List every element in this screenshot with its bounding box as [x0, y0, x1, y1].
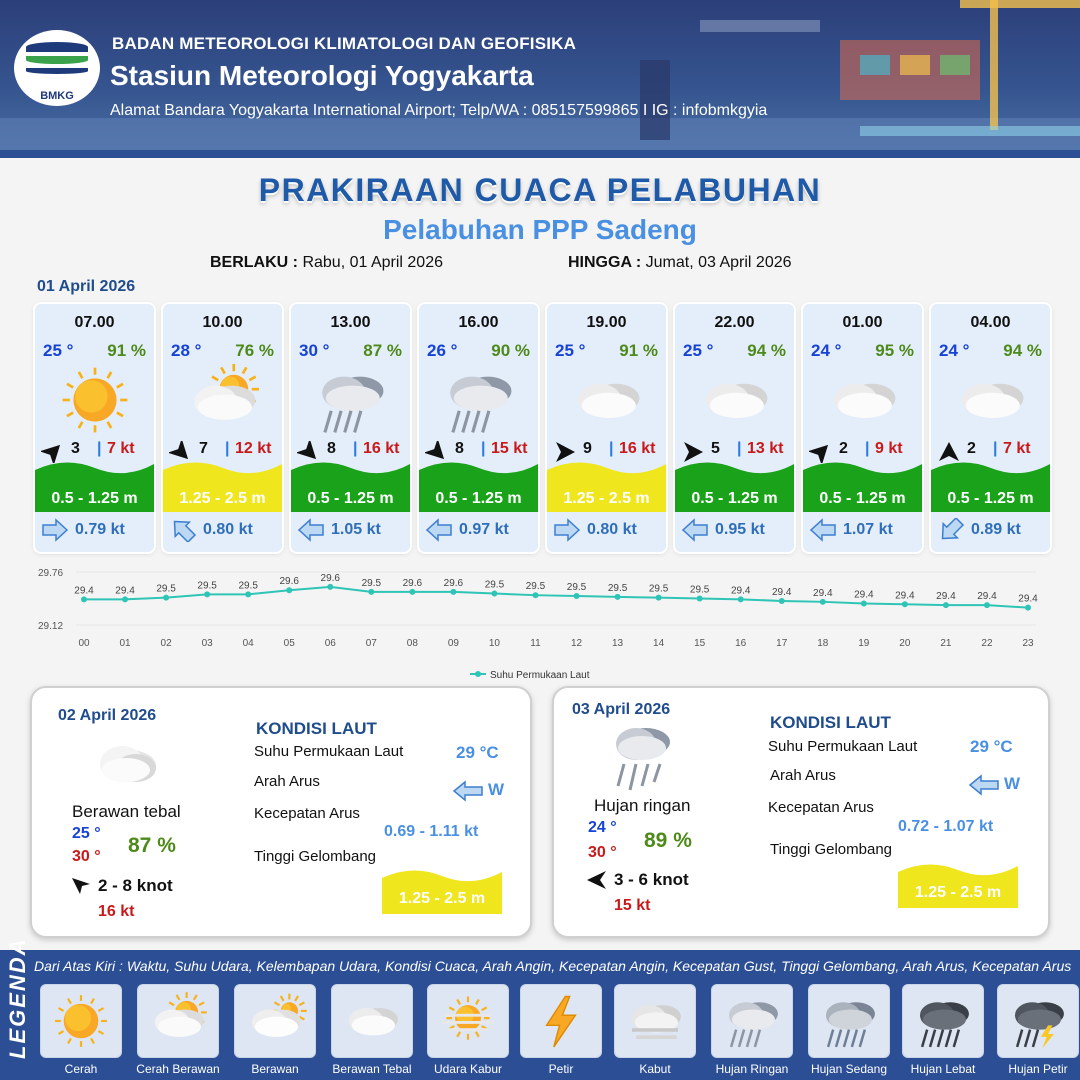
sst-value-label: 29.4: [772, 586, 792, 598]
forecast-wind: [41, 440, 148, 462]
forecast-wave-height: 1.25 - 2.5 m: [563, 490, 650, 507]
forecast-wind-speed: 9: [583, 440, 592, 457]
haze-icon: [427, 984, 509, 1058]
thick-cloudy-icon: [803, 364, 922, 436]
forecast-gust: 9 kt: [875, 440, 903, 457]
x-tick-label: 06: [324, 638, 336, 649]
day1-date: 01 April 2026: [37, 278, 136, 295]
sst-value-label: 29.4: [936, 591, 956, 603]
current-direction-icon: [452, 780, 484, 802]
legend-label: Hujan Ringan: [715, 1062, 789, 1076]
x-tick-label: 19: [858, 638, 870, 649]
separator: |: [865, 440, 870, 457]
sst-point: [81, 596, 87, 602]
current-direction-icon: [681, 518, 709, 542]
valid-from-label: BERLAKU :: [210, 254, 298, 271]
forecast-gust: 15 kt: [491, 440, 528, 457]
forecast-temp: 28 °: [171, 341, 202, 360]
sst-point: [245, 591, 251, 597]
day2-wave-badge: [382, 866, 502, 914]
current-direction-icon: [297, 518, 325, 542]
forecast-wind-speed: 2: [967, 440, 976, 457]
moderate-rain-icon: [808, 984, 890, 1058]
forecast-gust: 16 kt: [619, 440, 656, 457]
forecast-time: 10.00: [202, 314, 243, 331]
sst-value-label: 29.6: [279, 576, 299, 588]
sst-point: [204, 591, 210, 597]
sst-chart: [30, 562, 1050, 686]
forecast-current: [931, 514, 1050, 548]
x-tick-label: 22: [981, 638, 993, 649]
sst-point: [738, 596, 744, 602]
sst-value-label: 29.6: [443, 577, 464, 589]
wind-direction-icon: [70, 876, 92, 896]
sst-point: [532, 592, 538, 598]
x-tick-label: 00: [78, 638, 90, 649]
separator: |: [737, 440, 742, 457]
sst-value-label: 29.5: [156, 583, 176, 595]
day2-wave-label: Tinggi Gelombang: [254, 848, 377, 865]
forecast-wind-speed: 2: [839, 440, 848, 457]
forecast-wave: [163, 460, 282, 512]
day3-current-speed: 0.72 - 1.07 kt: [898, 818, 994, 835]
forecast-time: 19.00: [586, 314, 627, 331]
forecast-current: [547, 514, 666, 548]
forecast-current-speed: 0.79 kt: [75, 521, 125, 538]
current-direction-icon: [809, 518, 837, 542]
x-tick-label: 21: [940, 638, 952, 649]
x-tick-label: 02: [160, 638, 172, 649]
sst-value-label: 29.5: [648, 583, 669, 595]
legend-label: Hujan Sedang: [810, 1062, 888, 1076]
day3-wave-label: Tinggi Gelombang: [770, 841, 893, 858]
x-tick-label: 12: [570, 638, 583, 649]
forecast-humidity: 91 %: [619, 341, 658, 360]
forecast-humidity: 94 %: [1003, 341, 1042, 360]
fog-icon: [614, 984, 696, 1058]
forecast-gust: 12 kt: [235, 440, 272, 457]
legend-label: Berawan: [251, 1062, 299, 1076]
forecast-wave: [675, 460, 794, 512]
legend-label: Petir: [548, 1062, 574, 1076]
forecast-card: [547, 304, 666, 552]
x-tick-label: 04: [242, 638, 254, 649]
thick-cloudy-icon: [931, 364, 1050, 436]
forecast-wave: [547, 460, 666, 512]
day2-temp-max: 30 °: [72, 848, 101, 865]
x-tick-label: 01: [119, 638, 131, 649]
forecast-wind: [425, 440, 532, 462]
sst-point: [327, 584, 333, 590]
sst-value-label: 29.4: [813, 587, 833, 599]
sst-value-label: 29.4: [74, 585, 94, 597]
x-tick-label: 08: [406, 638, 418, 649]
valid-from-value: Rabu, 01 April 2026: [302, 254, 443, 271]
day3-wave-badge: [898, 860, 1018, 908]
sst-point: [409, 589, 415, 595]
sst-value-label: 29.4: [854, 589, 874, 601]
sst-value-label: 29.5: [197, 580, 217, 592]
day2-wave: 1.25 - 2.5 m: [398, 890, 486, 907]
forecast-current-speed: 0.97 kt: [459, 521, 509, 538]
forecast-wind: [297, 440, 404, 462]
legend-label: Cerah: [64, 1062, 98, 1076]
day2-current-speed: 0.69 - 1.11 kt: [384, 823, 479, 840]
forecast-time: 01.00: [842, 314, 883, 331]
sst-point: [656, 595, 662, 601]
forecast-humidity: 87 %: [363, 341, 402, 360]
agency-name: BADAN METEOROLOGI KLIMATOLOGI DAN GEOFISIKA: [112, 34, 577, 53]
day3-summary: [552, 686, 1050, 938]
sunny-icon: [35, 364, 154, 436]
sst-point: [450, 589, 456, 595]
forecast-wave: [931, 460, 1050, 512]
day3-humidity: 89 %: [644, 829, 692, 852]
legend-label: Berawan Tebal: [332, 1062, 412, 1076]
separator: |: [609, 440, 614, 457]
forecast-temp: 30 °: [299, 341, 330, 360]
sst-value-label: 29.4: [1018, 593, 1038, 605]
sst-value-label: 29.5: [566, 582, 587, 594]
partly-cloudy-icon: [137, 984, 219, 1058]
forecast-wind-speed: 8: [327, 440, 336, 457]
x-tick-label: 16: [735, 638, 747, 649]
heavy-rain-icon: [902, 984, 984, 1058]
sst-value-label: 29.4: [895, 590, 915, 602]
day2-date: 02 April 2026: [58, 707, 157, 724]
forecast-current: [803, 514, 922, 548]
day3-wind: 3 - 6 knot: [614, 870, 689, 889]
x-tick-label: 11: [530, 638, 541, 649]
day3-current-dir: W: [1004, 774, 1021, 793]
page-title: PRAKIRAAN CUACA PELABUHAN: [258, 172, 822, 208]
forecast-current: [291, 514, 410, 548]
legend-label: Hujan Lebat: [910, 1062, 976, 1076]
forecast-card: [35, 304, 154, 552]
station-name: Stasiun Meteorologi Yogyakarta: [110, 60, 534, 91]
sst-point: [368, 589, 374, 595]
day2-temp-min: 25 °: [72, 825, 101, 842]
thick-cloudy-icon: [92, 740, 162, 786]
forecast-time: 04.00: [970, 314, 1011, 331]
day2-current-speed-label: Kecepatan Arus: [254, 805, 360, 822]
forecast-wind: [809, 440, 916, 462]
chart-legend-label: Suhu Permukaan Laut: [490, 670, 590, 681]
forecast-card: [163, 304, 282, 552]
light-rain-icon: [419, 364, 538, 436]
day3-temp-max: 30 °: [588, 844, 617, 861]
current-direction-icon: [425, 518, 453, 542]
thick-cloudy-icon: [675, 364, 794, 436]
forecast-current: [35, 514, 154, 548]
sst-value-label: 29.5: [525, 581, 546, 593]
forecast-wind-speed: 5: [711, 440, 720, 457]
current-direction-icon: [937, 518, 965, 542]
current-direction-icon: [553, 518, 581, 542]
sst-point: [163, 595, 169, 601]
separator: |: [97, 440, 102, 457]
legend-description: Dari Atas Kiri : Waktu, Suhu Udara, Kelembapan Udara, Kondisi Cuaca, Arah Angin, Kecepatan Angin, Kecepatan Gust, Tinggi Gelombang, Arah Arus, Kecepatan Arus: [34, 958, 1072, 974]
thick-cloudy-icon: [331, 984, 413, 1058]
forecast-temp: 24 °: [939, 341, 970, 360]
day2-sst-label: Suhu Permukaan Laut: [254, 743, 404, 760]
legend-label: Kabut: [639, 1062, 671, 1076]
light-rain-icon: [606, 724, 676, 796]
sst-point: [943, 602, 949, 608]
forecast-time: 13.00: [330, 314, 371, 331]
separator: |: [353, 440, 358, 457]
bmkg-logo: [14, 30, 100, 106]
forecast-card: [419, 304, 538, 552]
forecast-wave-height: 0.5 - 1.25 m: [819, 490, 906, 507]
wind-direction-icon: [586, 870, 608, 890]
forecast-time: 22.00: [714, 314, 755, 331]
logo-text: BMKG: [40, 90, 74, 102]
forecast-wave: [419, 460, 538, 512]
x-tick-label: 07: [365, 638, 377, 649]
lightning-icon: [520, 984, 602, 1058]
x-tick-label: 13: [612, 638, 624, 649]
forecast-wave-height: 0.5 - 1.25 m: [691, 490, 778, 507]
y-tick-label: 29.12: [38, 621, 64, 632]
valid-from: [210, 254, 443, 272]
day2-sst: 29 °C: [456, 743, 499, 762]
thunderstorm-icon: [997, 984, 1079, 1058]
x-tick-label: 20: [899, 638, 911, 649]
legend-marker: [475, 671, 481, 677]
forecast-temp: 24 °: [811, 341, 842, 360]
forecast-current-speed: 1.07 kt: [843, 521, 893, 538]
forecast-temp: 25 °: [555, 341, 586, 360]
sst-point: [1025, 605, 1031, 611]
day3-sea-title: KONDISI LAUT: [770, 713, 891, 732]
forecast-current: [675, 514, 794, 548]
valid-to: [568, 254, 792, 272]
sst-value-label: 29.4: [115, 585, 135, 597]
header-banner: [0, 0, 1080, 158]
separator: |: [225, 440, 230, 457]
sst-point: [615, 594, 621, 600]
forecast-wave: [35, 460, 154, 512]
forecast-wind-speed: 7: [199, 440, 208, 457]
forecast-current-speed: 1.05 kt: [331, 521, 381, 538]
legend-title: LEGENDA: [5, 937, 30, 1059]
x-tick-label: 17: [776, 638, 788, 649]
sst-point: [902, 601, 908, 607]
current-direction-icon: [968, 774, 1000, 796]
current-direction-icon: [169, 518, 197, 542]
forecast-humidity: 90 %: [491, 341, 530, 360]
forecast-current-speed: 0.80 kt: [587, 521, 637, 538]
day3-condition: Hujan ringan: [594, 796, 691, 815]
forecast-wind: [937, 440, 1044, 462]
sst-point: [122, 596, 128, 602]
forecast-time: 07.00: [74, 314, 115, 331]
day2-current-dir-label: Arah Arus: [254, 773, 320, 790]
cloudy-icon: [234, 984, 316, 1058]
sst-point: [574, 593, 580, 599]
forecast-current: [163, 514, 282, 548]
day3-gust: 15 kt: [614, 897, 651, 914]
legend-label: Udara Kabur: [433, 1062, 503, 1076]
partly-cloudy-icon: [163, 364, 282, 436]
day3-sst: 29 °C: [970, 737, 1013, 756]
forecast-wave-height: 0.5 - 1.25 m: [51, 490, 138, 507]
y-tick-label: 29.76: [38, 568, 64, 579]
sst-value-label: 29.5: [361, 577, 382, 589]
sst-value-label: 29.5: [689, 584, 710, 596]
sst-point: [820, 599, 826, 605]
forecast-gust: 13 kt: [747, 440, 784, 457]
sst-value-label: 29.4: [730, 585, 751, 597]
sst-point: [984, 602, 990, 608]
forecast-wave: [803, 460, 922, 512]
forecast-gust: 7 kt: [1003, 440, 1031, 457]
forecast-humidity: 76 %: [235, 341, 274, 360]
valid-to-value: Jumat, 03 April 2026: [645, 254, 792, 271]
separator: |: [993, 440, 998, 457]
x-tick-label: 23: [1022, 638, 1034, 649]
legend-label: Cerah Berawan: [136, 1062, 220, 1076]
forecast-wind-speed: 8: [455, 440, 464, 457]
x-tick-label: 10: [488, 638, 500, 649]
day3-date: 03 April 2026: [572, 701, 671, 718]
light-rain-icon: [291, 364, 410, 436]
forecast-humidity: 91 %: [107, 341, 146, 360]
forecast-card: [291, 304, 410, 552]
day2-wind: 2 - 8 knot: [98, 876, 173, 895]
sunny-icon: [40, 984, 122, 1058]
sst-value-label: 29.6: [402, 577, 423, 589]
forecast-gust: 7 kt: [107, 440, 135, 457]
x-tick-label: 03: [201, 638, 213, 649]
day3-sst-label: Suhu Permukaan Laut: [768, 738, 918, 755]
day2-gust: 16 kt: [98, 903, 135, 920]
forecast-wave: [291, 460, 410, 512]
sst-point: [779, 598, 785, 604]
station-address: Alamat Bandara Yogyakarta International Airport; Telp/WA : 085157599865 I IG : infobmkgyia: [110, 102, 768, 119]
forecast-current-speed: 0.80 kt: [203, 521, 253, 538]
sst-value-label: 29.5: [607, 582, 628, 594]
day3-current-speed-label: Kecepatan Arus: [768, 799, 874, 816]
current-direction-icon: [41, 518, 69, 542]
x-tick-label: 18: [817, 638, 829, 649]
forecast-current-speed: 0.95 kt: [715, 521, 765, 538]
x-tick-label: 15: [694, 638, 706, 649]
forecast-wind: [169, 440, 276, 462]
forecast-wave-height: 0.5 - 1.25 m: [435, 490, 522, 507]
day2-summary: [30, 686, 532, 938]
sst-point: [697, 596, 703, 602]
forecast-temp: 26 °: [427, 341, 458, 360]
day3-temp-min: 24 °: [588, 819, 617, 836]
forecast-temp: 25 °: [43, 341, 74, 360]
day3-wave: 1.25 - 2.5 m: [914, 884, 1002, 901]
forecast-wind: [553, 440, 660, 462]
sst-value-label: 29.6: [320, 572, 340, 584]
day2-current-dir: W: [488, 780, 505, 799]
day2-condition: Berawan tebal: [72, 802, 181, 821]
forecast-wave-height: 0.5 - 1.25 m: [307, 490, 394, 507]
forecast-card: [803, 304, 922, 552]
separator: |: [481, 440, 486, 457]
sst-value-label: 29.5: [484, 579, 505, 591]
x-tick-label: 09: [447, 638, 459, 649]
x-tick-label: 14: [653, 638, 665, 649]
forecast-wave-height: 0.5 - 1.25 m: [947, 490, 1034, 507]
forecast-card: [931, 304, 1050, 552]
forecast-current: [419, 514, 538, 548]
forecast-card: [675, 304, 794, 552]
forecast-wave-height: 1.25 - 2.5 m: [179, 490, 266, 507]
legend-label: Hujan Petir: [1008, 1062, 1068, 1076]
day2-humidity: 87 %: [128, 834, 176, 857]
forecast-temp: 25 °: [683, 341, 714, 360]
valid-to-label: HINGGA :: [568, 254, 642, 271]
day2-sea-title: KONDISI LAUT: [256, 719, 377, 738]
forecast-time: 16.00: [458, 314, 499, 331]
sst-value-label: 29.5: [238, 580, 258, 592]
forecast-humidity: 95 %: [875, 341, 914, 360]
forecast-wind-speed: 3: [71, 440, 80, 457]
thick-cloudy-icon: [547, 364, 666, 436]
sst-point: [491, 591, 497, 597]
sst-point: [286, 587, 292, 593]
x-tick-label: 05: [283, 638, 295, 649]
port-name: Pelabuhan PPP Sadeng: [383, 214, 697, 245]
light-rain-icon: [711, 984, 793, 1058]
forecast-wind: [681, 440, 788, 462]
forecast-current-speed: 0.89 kt: [971, 521, 1021, 538]
day3-current-dir-label: Arah Arus: [770, 767, 836, 784]
sst-value-label: 29.4: [977, 591, 997, 603]
forecast-gust: 16 kt: [363, 440, 400, 457]
forecast-humidity: 94 %: [747, 341, 786, 360]
sst-point: [861, 600, 867, 606]
